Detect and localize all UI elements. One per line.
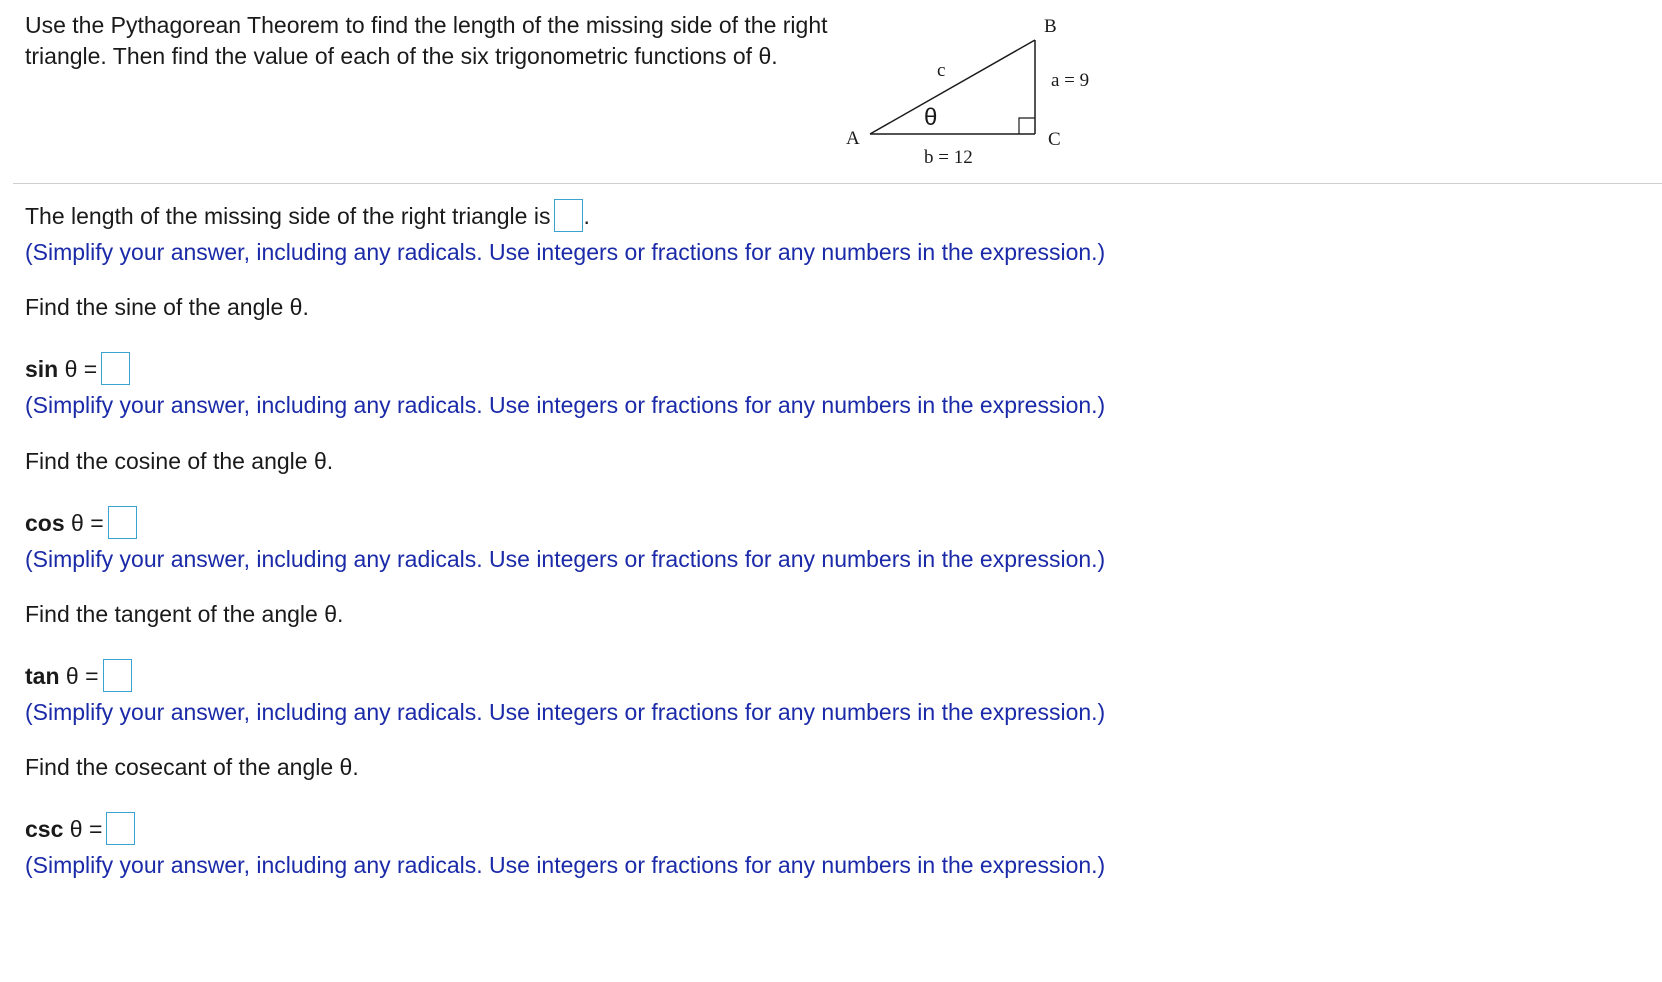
right-angle-marker	[1019, 118, 1035, 134]
section-divider	[13, 183, 1662, 184]
angle-theta-label: θ	[924, 104, 938, 131]
cosine-function-label: cos	[25, 510, 65, 536]
cosine-answer-box[interactable]	[108, 506, 137, 539]
hypotenuse-label: c	[937, 60, 946, 81]
tangent-row	[25, 661, 132, 694]
cosine-row	[25, 508, 137, 541]
sine-instruction: Find the sine of the angle θ.	[25, 294, 309, 320]
cosecant-hint: (Simplify your answer, including any radicals. Use integers or fractions for any numbers in the expression.)	[25, 852, 1106, 878]
sine-equals-label: θ =	[58, 356, 98, 382]
tangent-answer-box[interactable]	[103, 659, 132, 692]
missing-side-answer-box[interactable]	[554, 199, 583, 232]
tangent-hint: (Simplify your answer, including any radicals. Use integers or fractions for any numbers in the expression.)	[25, 699, 1106, 725]
sine-row	[25, 354, 130, 387]
triangle-figure	[835, 8, 1115, 178]
sine-hint: (Simplify your answer, including any radicals. Use integers or fractions for any numbers in the expression.)	[25, 392, 1106, 418]
cosecant-function-label: csc	[25, 816, 64, 842]
missing-side-hint: (Simplify your answer, including any radicals. Use integers or fractions for any numbers in the expression.)	[25, 239, 1106, 265]
missing-side-suffix: .	[583, 203, 590, 229]
vertex-c-label: C	[1048, 129, 1061, 150]
triangle-diagram	[835, 8, 1115, 178]
cosecant-row	[25, 814, 135, 847]
missing-side-row	[25, 201, 590, 234]
cosine-hint: (Simplify your answer, including any radicals. Use integers or fractions for any numbers in the expression.)	[25, 546, 1106, 572]
cosecant-equals-label: θ =	[63, 816, 103, 842]
missing-side-prompt: The length of the missing side of the right triangle is	[25, 203, 551, 229]
side-b-label: b = 12	[924, 147, 973, 168]
tangent-equals-label: θ =	[59, 663, 99, 689]
side-a-label: a = 9	[1051, 70, 1090, 91]
hypotenuse-line	[870, 40, 1035, 134]
sine-function-label: sin	[25, 356, 59, 382]
vertex-a-label: A	[846, 128, 860, 149]
cosine-instruction: Find the cosine of the angle θ.	[25, 448, 334, 474]
sine-answer-box[interactable]	[101, 352, 130, 385]
tangent-instruction: Find the tangent of the angle θ.	[25, 601, 344, 627]
cosecant-answer-box[interactable]	[106, 812, 135, 845]
cosecant-instruction: Find the cosecant of the angle θ.	[25, 754, 359, 780]
vertex-b-label: B	[1044, 16, 1057, 37]
question-text: Use the Pythagorean Theorem to find the length of the missing side of the right triangle. Then find the value of each of the six trigonometric functions of θ.	[25, 12, 828, 69]
tangent-function-label: tan	[25, 663, 60, 689]
cosine-equals-label: θ =	[64, 510, 104, 536]
